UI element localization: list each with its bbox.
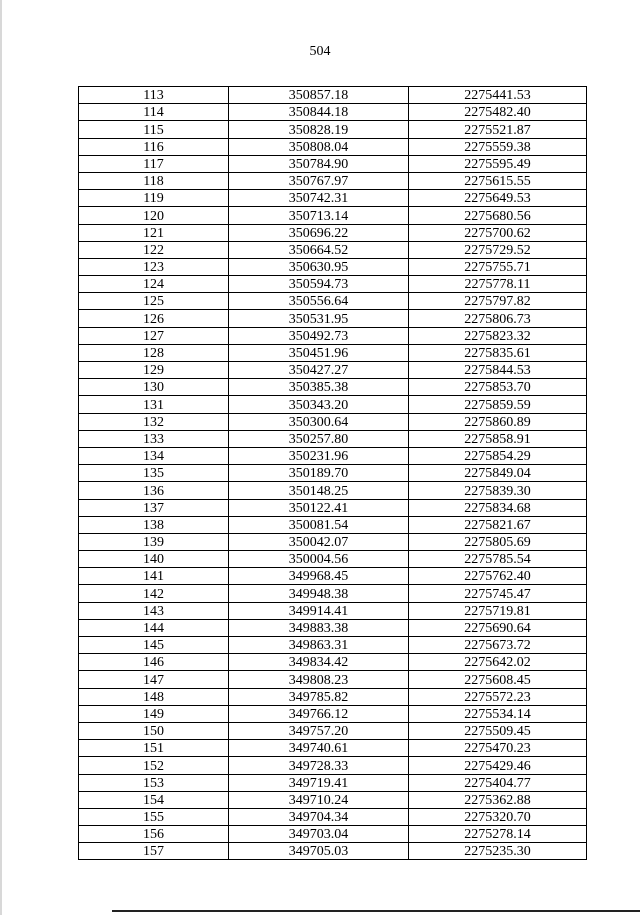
table-row [79,465,587,482]
x-coordinate-cell: 350427.27 [229,362,409,379]
x-coordinate-cell: 349834.42 [229,654,409,671]
table-row [79,447,587,464]
x-coordinate-cell: 350696.22 [229,224,409,241]
x-coordinate-cell: 349728.33 [229,757,409,774]
table-row [79,293,587,310]
table-row [79,843,587,860]
table-row [79,740,587,757]
y-coordinate-cell: 2275762.40 [409,568,587,585]
point-number-cell: 153 [79,774,229,791]
x-coordinate-cell: 349863.31 [229,637,409,654]
y-coordinate-cell: 2275785.54 [409,551,587,568]
point-number-cell: 139 [79,533,229,550]
y-coordinate-cell: 2275278.14 [409,826,587,843]
point-number-cell: 125 [79,293,229,310]
table-row [79,310,587,327]
y-coordinate-cell: 2275849.04 [409,465,587,482]
y-coordinate-cell: 2275320.70 [409,808,587,825]
x-coordinate-cell: 349710.24 [229,791,409,808]
y-coordinate-cell: 2275823.32 [409,327,587,344]
table-row [79,774,587,791]
point-number-cell: 151 [79,740,229,757]
x-coordinate-cell: 350742.31 [229,190,409,207]
x-coordinate-cell: 350767.97 [229,172,409,189]
point-number-cell: 134 [79,447,229,464]
table-row [79,190,587,207]
y-coordinate-cell: 2275859.59 [409,396,587,413]
point-number-cell: 149 [79,705,229,722]
table-row [79,516,587,533]
x-coordinate-cell: 350343.20 [229,396,409,413]
y-coordinate-cell: 2275482.40 [409,104,587,121]
point-number-cell: 142 [79,585,229,602]
y-coordinate-cell: 2275860.89 [409,413,587,430]
x-coordinate-cell: 350556.64 [229,293,409,310]
y-coordinate-cell: 2275719.81 [409,602,587,619]
y-coordinate-cell: 2275649.53 [409,190,587,207]
point-number-cell: 145 [79,637,229,654]
table-row [79,379,587,396]
y-coordinate-cell: 2275509.45 [409,722,587,739]
x-coordinate-cell: 350385.38 [229,379,409,396]
table-row [79,533,587,550]
y-coordinate-cell: 2275834.68 [409,499,587,516]
y-coordinate-cell: 2275854.29 [409,447,587,464]
x-coordinate-cell: 350664.52 [229,241,409,258]
x-coordinate-cell: 350808.04 [229,138,409,155]
point-number-cell: 124 [79,276,229,293]
footer-rule [112,910,640,912]
x-coordinate-cell: 350042.07 [229,533,409,550]
point-number-cell: 150 [79,722,229,739]
point-number-cell: 123 [79,258,229,275]
table-row [79,654,587,671]
y-coordinate-cell: 2275429.46 [409,757,587,774]
point-number-cell: 121 [79,224,229,241]
x-coordinate-cell: 349785.82 [229,688,409,705]
x-coordinate-cell: 349766.12 [229,705,409,722]
y-coordinate-cell: 2275595.49 [409,155,587,172]
table-row [79,104,587,121]
x-coordinate-cell: 350231.96 [229,447,409,464]
table-row [79,826,587,843]
y-coordinate-cell: 2275821.67 [409,516,587,533]
y-coordinate-cell: 2275608.45 [409,671,587,688]
point-number-cell: 135 [79,465,229,482]
point-number-cell: 115 [79,121,229,138]
y-coordinate-cell: 2275673.72 [409,637,587,654]
table-row [79,637,587,654]
table-row [79,207,587,224]
y-coordinate-cell: 2275778.11 [409,276,587,293]
table-row [79,258,587,275]
y-coordinate-cell: 2275404.77 [409,774,587,791]
x-coordinate-cell: 349948.38 [229,585,409,602]
x-coordinate-cell: 350784.90 [229,155,409,172]
x-coordinate-cell: 350081.54 [229,516,409,533]
y-coordinate-cell: 2275534.14 [409,705,587,722]
y-coordinate-cell: 2275521.87 [409,121,587,138]
table-row [79,671,587,688]
table-row [79,585,587,602]
point-number-cell: 138 [79,516,229,533]
coordinate-table-body [79,87,587,860]
x-coordinate-cell: 350713.14 [229,207,409,224]
x-coordinate-cell: 349705.03 [229,843,409,860]
table-row [79,482,587,499]
x-coordinate-cell: 350004.56 [229,551,409,568]
table-row [79,138,587,155]
y-coordinate-cell: 2275858.91 [409,430,587,447]
y-coordinate-cell: 2275839.30 [409,482,587,499]
x-coordinate-cell: 349883.38 [229,619,409,636]
x-coordinate-cell: 350630.95 [229,258,409,275]
point-number-cell: 152 [79,757,229,774]
y-coordinate-cell: 2275844.53 [409,362,587,379]
x-coordinate-cell: 349757.20 [229,722,409,739]
point-number-cell: 144 [79,619,229,636]
x-coordinate-cell: 349914.41 [229,602,409,619]
x-coordinate-cell: 350451.96 [229,344,409,361]
table-row [79,396,587,413]
table-row [79,155,587,172]
point-number-cell: 113 [79,87,229,104]
point-number-cell: 156 [79,826,229,843]
y-coordinate-cell: 2275755.71 [409,258,587,275]
x-coordinate-cell: 349703.04 [229,826,409,843]
x-coordinate-cell: 350122.41 [229,499,409,516]
table-row [79,791,587,808]
point-number-cell: 126 [79,310,229,327]
table-row [79,568,587,585]
table-row [79,619,587,636]
point-number-cell: 120 [79,207,229,224]
x-coordinate-cell: 350531.95 [229,310,409,327]
y-coordinate-cell: 2275642.02 [409,654,587,671]
x-coordinate-cell: 349740.61 [229,740,409,757]
table-row [79,602,587,619]
y-coordinate-cell: 2275690.64 [409,619,587,636]
table-row [79,87,587,104]
y-coordinate-cell: 2275745.47 [409,585,587,602]
table-row [79,172,587,189]
point-number-cell: 157 [79,843,229,860]
table-row [79,722,587,739]
point-number-cell: 132 [79,413,229,430]
y-coordinate-cell: 2275806.73 [409,310,587,327]
point-number-cell: 128 [79,344,229,361]
point-number-cell: 155 [79,808,229,825]
point-number-cell: 143 [79,602,229,619]
point-number-cell: 136 [79,482,229,499]
y-coordinate-cell: 2275700.62 [409,224,587,241]
y-coordinate-cell: 2275853.70 [409,379,587,396]
x-coordinate-cell: 349719.41 [229,774,409,791]
table-row [79,276,587,293]
y-coordinate-cell: 2275797.82 [409,293,587,310]
table-row [79,551,587,568]
table-row [79,121,587,138]
x-coordinate-cell: 350189.70 [229,465,409,482]
y-coordinate-cell: 2275235.30 [409,843,587,860]
table-row [79,430,587,447]
x-coordinate-cell: 349704.34 [229,808,409,825]
y-coordinate-cell: 2275680.56 [409,207,587,224]
table-row [79,808,587,825]
page-number: 504 [309,44,331,59]
point-number-cell: 141 [79,568,229,585]
point-number-cell: 154 [79,791,229,808]
y-coordinate-cell: 2275362.88 [409,791,587,808]
point-number-cell: 118 [79,172,229,189]
table-row [79,499,587,516]
x-coordinate-cell: 350828.19 [229,121,409,138]
table-row [79,362,587,379]
table-row [79,224,587,241]
table-row [79,757,587,774]
point-number-cell: 130 [79,379,229,396]
point-number-cell: 116 [79,138,229,155]
y-coordinate-cell: 2275729.52 [409,241,587,258]
point-number-cell: 114 [79,104,229,121]
x-coordinate-cell: 349808.23 [229,671,409,688]
coordinate-table [78,86,587,860]
y-coordinate-cell: 2275615.55 [409,172,587,189]
point-number-cell: 117 [79,155,229,172]
point-number-cell: 129 [79,362,229,379]
y-coordinate-cell: 2275572.23 [409,688,587,705]
x-coordinate-cell: 350857.18 [229,87,409,104]
x-coordinate-cell: 350257.80 [229,430,409,447]
x-coordinate-cell: 349968.45 [229,568,409,585]
y-coordinate-cell: 2275805.69 [409,533,587,550]
x-coordinate-cell: 350492.73 [229,327,409,344]
table-row [79,705,587,722]
point-number-cell: 122 [79,241,229,258]
table-row [79,344,587,361]
point-number-cell: 146 [79,654,229,671]
y-coordinate-cell: 2275559.38 [409,138,587,155]
table-row [79,327,587,344]
table-row [79,241,587,258]
x-coordinate-cell: 350844.18 [229,104,409,121]
point-number-cell: 148 [79,688,229,705]
y-coordinate-cell: 2275470.23 [409,740,587,757]
point-number-cell: 119 [79,190,229,207]
scan-edge [0,0,2,915]
table-row [79,688,587,705]
y-coordinate-cell: 2275835.61 [409,344,587,361]
point-number-cell: 127 [79,327,229,344]
x-coordinate-cell: 350300.64 [229,413,409,430]
point-number-cell: 133 [79,430,229,447]
table-row [79,413,587,430]
point-number-cell: 137 [79,499,229,516]
x-coordinate-cell: 350594.73 [229,276,409,293]
y-coordinate-cell: 2275441.53 [409,87,587,104]
point-number-cell: 147 [79,671,229,688]
x-coordinate-cell: 350148.25 [229,482,409,499]
point-number-cell: 140 [79,551,229,568]
point-number-cell: 131 [79,396,229,413]
